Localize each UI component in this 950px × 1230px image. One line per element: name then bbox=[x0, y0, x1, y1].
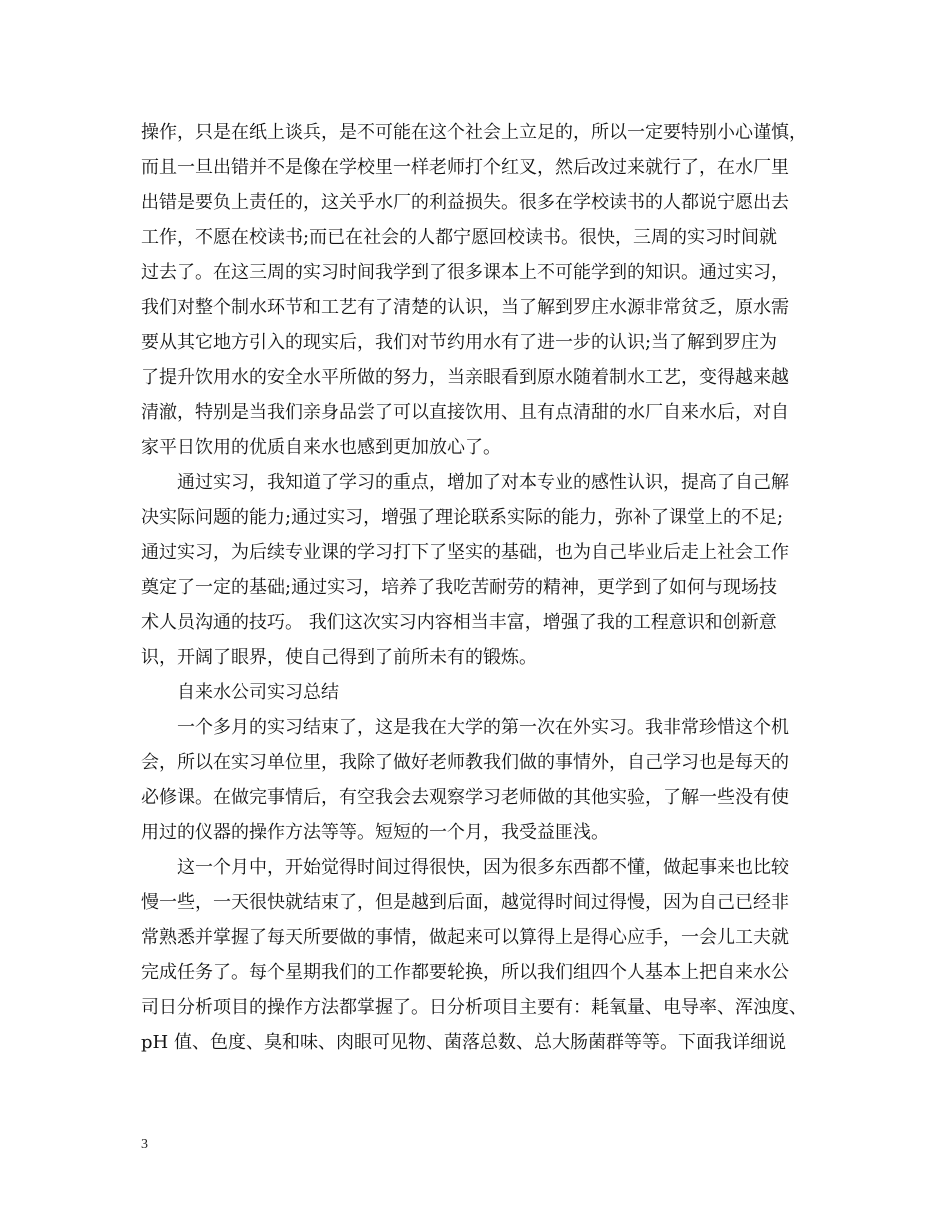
text-line: 了提升饮用水的安全水平所做的努力，当亲眼看到原水随着制水工艺，变得越来越 bbox=[141, 367, 789, 388]
text-line: 操作，只是在纸上谈兵，是不可能在这个社会上立足的，所以一定要特别小心谨慎， bbox=[141, 122, 807, 143]
text-line: 我们对整个制水环节和工艺有了清楚的认识，当了解到罗庄水源非常贫乏，原水需 bbox=[141, 297, 789, 318]
text-line: 过去了。在这三周的实习时间我学到了很多课本上不可能学到的知识。通过实习， bbox=[141, 262, 789, 283]
text-line: pH 值、色度、臭和味、肉眼可见物、菌落总数、总大肠菌群等等。下面我详细说 bbox=[141, 1032, 786, 1053]
text-line: 这一个月中，开始觉得时间过得很快，因为很多东西都不懂，做起事来也比较 bbox=[177, 857, 789, 878]
text-line: 用过的仪器的操作方法等等。短短的一个月，我受益匪浅。 bbox=[141, 822, 609, 843]
text-line: 出错是要负上责任的，这关乎水厂的利益损失。很多在学校读书的人都说宁愿出去 bbox=[141, 192, 789, 213]
text-line: 要从其它地方引入的现实后，我们对节约用水有了进一步的认识;当了解到罗庄为 bbox=[141, 332, 778, 353]
text-line: 术人员沟通的技巧。 我们这次实习内容相当丰富，增强了我的工程意识和创新意 bbox=[141, 612, 777, 633]
text-line: 完成任务了。每个星期我们的工作都要轮换，所以我们组四个人基本上把自来水公 bbox=[141, 962, 789, 983]
text-line: 奠定了一定的基础;通过实习，培养了我吃苦耐劳的精神，更学到了如何与现场技 bbox=[141, 577, 778, 598]
text-line: 必修课。在做完事情后，有空我会去观察学习老师做的其他实验，了解一些没有使 bbox=[141, 787, 789, 808]
text-line: 会，所以在实习单位里，我除了做好老师教我们做的事情外，自己学习也是每天的 bbox=[141, 752, 789, 773]
text-line: 工作，不愿在校读书;而已在社会的人都宁愿回校读书。很快，三周的实习时间就 bbox=[141, 227, 778, 248]
text-line: 清澈，特别是当我们亲身品尝了可以直接饮用、且有点清甜的水厂自来水后，对自 bbox=[141, 402, 789, 423]
text-line: 决实际问题的能力;通过实习，增强了理论联系实际的能力，弥补了课堂上的不足; bbox=[141, 507, 784, 528]
text-line: 常熟悉并掌握了每天所要做的事情，做起来可以算得上是得心应手，一会儿工夫就 bbox=[141, 927, 789, 948]
body-text bbox=[141, 115, 821, 1060]
text-line: 慢一些，一天很快就结束了，但是越到后面，越觉得时间过得慢，因为自己已经非 bbox=[141, 892, 789, 913]
text-line: 通过实习，为后续专业课的学习打下了坚实的基础，也为自己毕业后走上社会工作 bbox=[141, 542, 789, 563]
text-line: 而且一旦出错并不是像在学校里一样老师打个红叉，然后改过来就行了，在水厂里 bbox=[141, 157, 789, 178]
text-line: 通过实习，我知道了学习的重点，增加了对本专业的感性认识，提高了自己解 bbox=[177, 472, 789, 493]
section-heading: 自来水公司实习总结 bbox=[177, 682, 339, 703]
text-line: 识，开阔了眼界，使自己得到了前所未有的锻炼。 bbox=[141, 647, 537, 668]
page-number: 3 bbox=[141, 1137, 148, 1152]
text-line: 司日分析项目的操作方法都掌握了。日分析项目主要有：耗氧量、电导率、浑浊度、 bbox=[141, 997, 807, 1018]
text-line: 一个多月的实习结束了，这是我在大学的第一次在外实习。我非常珍惜这个机 bbox=[177, 717, 789, 738]
text-line: 家平日饮用的优质自来水也感到更加放心了。 bbox=[141, 437, 501, 458]
